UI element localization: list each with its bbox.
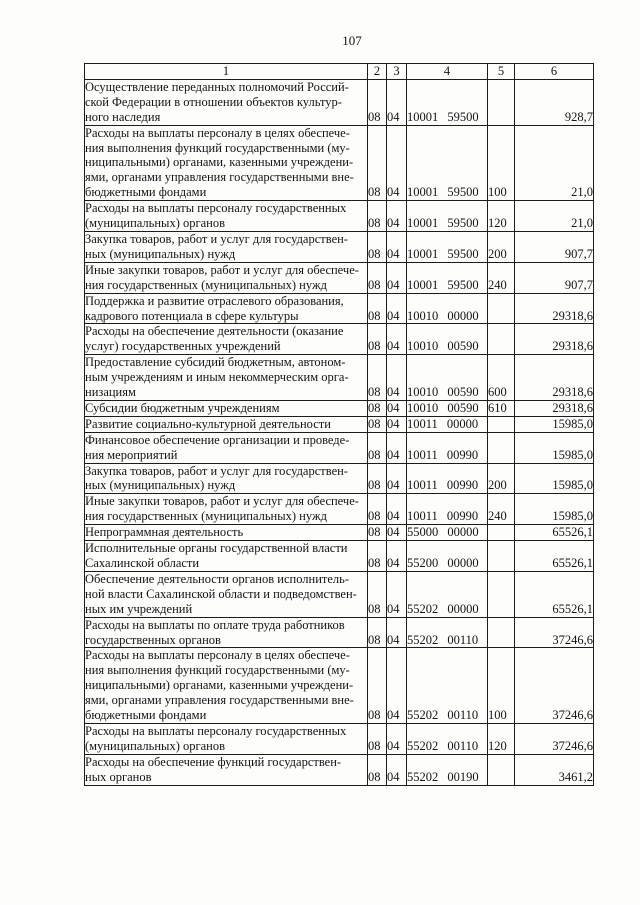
expense-type-cell: 240 [488, 494, 515, 525]
expense-type-cell [488, 324, 515, 355]
description-line: Закупка товаров, работ и услуг для государствен- [85, 463, 348, 478]
description-line: низациям [85, 385, 136, 400]
subsection-code-cell: 04 [387, 754, 407, 785]
section-code-cell: 08 [368, 125, 387, 201]
description-cell [85, 201, 368, 232]
expense-type-cell: 100 [488, 125, 515, 201]
subsection-code-cell: 04 [387, 201, 407, 232]
table-row [85, 463, 594, 494]
subsection-code-cell: 04 [387, 571, 407, 617]
description-cell [85, 324, 368, 355]
description-line: Обеспечение деятельности органов исполнитель- [85, 571, 350, 586]
expense-type-cell [488, 571, 515, 617]
description-cell [85, 754, 368, 785]
target-code-cell: 10001 59500 [407, 201, 488, 232]
amount-cell: 15985,0 [515, 463, 594, 494]
section-code-cell: 08 [368, 525, 387, 541]
section-code-cell: 08 [368, 541, 387, 572]
description-cell [85, 617, 368, 648]
description-line: Расходы на выплаты персоналу государственных [85, 723, 347, 738]
expense-type-cell [488, 293, 515, 324]
section-code-cell: 08 [368, 201, 387, 232]
expense-type-cell: 120 [488, 723, 515, 754]
table-row [85, 324, 594, 355]
table-row [85, 400, 594, 416]
amount-cell: 65526,1 [515, 525, 594, 541]
table-row [85, 723, 594, 754]
amount-cell: 29318,6 [515, 400, 594, 416]
table-row [85, 201, 594, 232]
description-cell [85, 355, 368, 401]
description-line: ного наследия [85, 109, 161, 124]
target-code-cell: 55202 00190 [407, 754, 488, 785]
subsection-code-cell: 04 [387, 541, 407, 572]
description-line: Субсидии бюджетным учреждениям [85, 400, 280, 415]
target-code-cell: 10010 00590 [407, 324, 488, 355]
description-line: ных органов [85, 769, 152, 784]
target-code-cell: 55202 00110 [407, 648, 488, 724]
subsection-code-cell: 04 [387, 400, 407, 416]
description-line: Расходы на выплаты персоналу в целях обеспече- [85, 648, 350, 663]
description-line: бюджетными фондами [85, 185, 207, 200]
target-code-cell: 10001 59500 [407, 125, 488, 201]
description-line: ния государственных (муниципальных) нужд [85, 509, 327, 524]
budget-table [84, 63, 594, 786]
expense-type-cell [488, 432, 515, 463]
description-line: Закупка товаров, работ и услуг для государствен- [85, 231, 348, 246]
section-code-cell: 08 [368, 262, 387, 293]
description-line: ной власти Сахалинской области и подведомствен- [85, 586, 357, 601]
header-cell-2: 2 [368, 64, 387, 80]
description-line: Предоставление субсидий бюджетным, автоном- [85, 355, 346, 370]
description-line: ных (муниципальных) нужд [85, 478, 236, 493]
table-row [85, 416, 594, 432]
section-code-cell: 08 [368, 571, 387, 617]
section-code-cell: 08 [368, 494, 387, 525]
description-line: ния мероприятий [85, 447, 178, 462]
description-line: (муниципальных) органов [85, 738, 226, 753]
subsection-code-cell: 04 [387, 324, 407, 355]
expense-type-cell [488, 416, 515, 432]
description-cell [85, 463, 368, 494]
subsection-code-cell: 04 [387, 432, 407, 463]
amount-cell: 3461,2 [515, 754, 594, 785]
amount-cell: 37246,6 [515, 617, 594, 648]
table-row [85, 355, 594, 401]
description-line: Непрограммная деятельность [85, 525, 244, 540]
table-row [85, 525, 594, 541]
description-cell [85, 525, 368, 541]
description-line: Расходы на выплаты по оплате труда работников [85, 617, 345, 632]
table-header [85, 64, 594, 80]
amount-cell: 37246,6 [515, 723, 594, 754]
description-line: Расходы на выплаты персоналу государственных [85, 201, 347, 216]
description-line: Развитие социально-культурной деятельности [85, 416, 331, 431]
description-line: ями, органами управления государственными вне- [85, 693, 354, 708]
description-line: ями, органами управления государственными вне- [85, 170, 354, 185]
header-cell-1: 1 [85, 64, 368, 80]
page-number: 107 [342, 33, 362, 48]
description-line: кадрового потенциала в сфере культуры [85, 308, 299, 323]
subsection-code-cell: 04 [387, 262, 407, 293]
section-code-cell: 08 [368, 355, 387, 401]
table-row [85, 79, 594, 125]
subsection-code-cell: 04 [387, 79, 407, 125]
target-code-cell: 10001 59500 [407, 231, 488, 262]
target-code-cell: 55202 00110 [407, 723, 488, 754]
description-line: ния выполнения функций государственными (му- [85, 663, 350, 678]
description-cell [85, 571, 368, 617]
table-row [85, 754, 594, 785]
description-cell [85, 494, 368, 525]
expense-type-cell [488, 617, 515, 648]
amount-cell: 907,7 [515, 262, 594, 293]
description-cell [85, 79, 368, 125]
description-line: Расходы на обеспечение деятельности (оказание [85, 324, 344, 339]
subsection-code-cell: 04 [387, 723, 407, 754]
description-cell [85, 432, 368, 463]
subsection-code-cell: 04 [387, 355, 407, 401]
target-code-cell: 10011 00990 [407, 432, 488, 463]
section-code-cell: 08 [368, 463, 387, 494]
table-body [85, 79, 594, 785]
description-line: ниципальными) органами, казенными учреждени- [85, 678, 354, 693]
section-code-cell: 08 [368, 723, 387, 754]
expense-type-cell: 200 [488, 463, 515, 494]
description-line: Расходы на выплаты персоналу в целях обеспече- [85, 125, 350, 140]
description-line: (муниципальных) органов [85, 216, 226, 231]
subsection-code-cell: 04 [387, 494, 407, 525]
description-line: ниципальными) органами, казенными учреждени- [85, 155, 354, 170]
table-row [85, 432, 594, 463]
amount-cell: 65526,1 [515, 571, 594, 617]
subsection-code-cell: 04 [387, 617, 407, 648]
section-code-cell: 08 [368, 79, 387, 125]
description-cell [85, 231, 368, 262]
table-row [85, 293, 594, 324]
description-line: Исполнительные органы государственной власти [85, 541, 348, 556]
subsection-code-cell: 04 [387, 231, 407, 262]
expense-type-cell: 100 [488, 648, 515, 724]
expense-type-cell: 610 [488, 400, 515, 416]
section-code-cell: 08 [368, 231, 387, 262]
section-code-cell: 08 [368, 293, 387, 324]
section-code-cell: 08 [368, 416, 387, 432]
description-line: ния выполнения функций государственными (му- [85, 140, 350, 155]
amount-cell: 907,7 [515, 231, 594, 262]
description-cell [85, 723, 368, 754]
amount-cell: 15985,0 [515, 494, 594, 525]
table-row [85, 494, 594, 525]
description-line: ния государственных (муниципальных) нужд [85, 277, 327, 292]
section-code-cell: 08 [368, 400, 387, 416]
expense-type-cell: 240 [488, 262, 515, 293]
table-row [85, 262, 594, 293]
description-line: Поддержка и развитие отраслевого образования, [85, 293, 344, 308]
header-cell-6: 6 [515, 64, 594, 80]
header-cell-3: 3 [387, 64, 407, 80]
table-row [85, 571, 594, 617]
section-code-cell: 08 [368, 648, 387, 724]
description-line: ных им учреждений [85, 601, 193, 616]
description-line: Иные закупки товаров, работ и услуг для обеспече- [85, 494, 359, 509]
amount-cell: 37246,6 [515, 648, 594, 724]
description-line: ным учреждениям и иным некоммерческим орга- [85, 370, 349, 385]
description-cell [85, 416, 368, 432]
target-code-cell: 10011 00000 [407, 416, 488, 432]
description-cell [85, 293, 368, 324]
target-code-cell: 55200 00000 [407, 541, 488, 572]
table-row [85, 125, 594, 201]
description-cell [85, 400, 368, 416]
amount-cell: 29318,6 [515, 324, 594, 355]
description-line: ской Федерации в отношении объектов культур- [85, 94, 342, 109]
subsection-code-cell: 04 [387, 416, 407, 432]
description-line: Иные закупки товаров, работ и услуг для обеспече- [85, 262, 359, 277]
subsection-code-cell: 04 [387, 293, 407, 324]
description-cell [85, 648, 368, 724]
description-cell [85, 125, 368, 201]
target-code-cell: 10011 00990 [407, 463, 488, 494]
description-line: бюджетными фондами [85, 708, 207, 723]
description-line: ных (муниципальных) нужд [85, 246, 236, 261]
header-row [85, 64, 594, 80]
section-code-cell: 08 [368, 754, 387, 785]
target-code-cell: 10001 59500 [407, 262, 488, 293]
amount-cell: 65526,1 [515, 541, 594, 572]
expense-type-cell: 600 [488, 355, 515, 401]
description-line: услуг) государственных учреждений [85, 339, 281, 354]
expense-type-cell [488, 525, 515, 541]
target-code-cell: 10010 00590 [407, 400, 488, 416]
description-cell [85, 262, 368, 293]
table-row [85, 231, 594, 262]
description-line: Расходы на обеспечение функций государствен- [85, 754, 342, 769]
table-row [85, 648, 594, 724]
section-code-cell: 08 [368, 432, 387, 463]
expense-type-cell: 200 [488, 231, 515, 262]
expense-type-cell: 120 [488, 201, 515, 232]
description-line: Сахалинской области [85, 556, 200, 570]
table-row [85, 617, 594, 648]
amount-cell: 21,0 [515, 201, 594, 232]
target-code-cell: 10010 00000 [407, 293, 488, 324]
target-code-cell: 55202 00000 [407, 571, 488, 617]
table-row [85, 541, 594, 572]
expense-type-cell [488, 541, 515, 572]
amount-cell: 29318,6 [515, 293, 594, 324]
subsection-code-cell: 04 [387, 525, 407, 541]
target-code-cell: 55202 00110 [407, 617, 488, 648]
header-cell-4: 4 [407, 64, 488, 80]
target-code-cell: 10011 00990 [407, 494, 488, 525]
subsection-code-cell: 04 [387, 125, 407, 201]
amount-cell: 29318,6 [515, 355, 594, 401]
expense-type-cell [488, 79, 515, 125]
amount-cell: 15985,0 [515, 432, 594, 463]
description-line: Финансовое обеспечение организации и проведе- [85, 432, 350, 447]
section-code-cell: 08 [368, 324, 387, 355]
description-line: Осуществление переданных полномочий Россий- [85, 79, 349, 94]
description-cell [85, 541, 368, 572]
description-line: государственных органов [85, 632, 221, 647]
target-code-cell: 10001 59500 [407, 79, 488, 125]
target-code-cell: 10010 00590 [407, 355, 488, 401]
section-code-cell: 08 [368, 617, 387, 648]
target-code-cell: 55000 00000 [407, 525, 488, 541]
amount-cell: 928,7 [515, 79, 594, 125]
amount-cell: 15985,0 [515, 416, 594, 432]
subsection-code-cell: 04 [387, 648, 407, 724]
header-cell-5: 5 [488, 64, 515, 80]
subsection-code-cell: 04 [387, 463, 407, 494]
amount-cell: 21,0 [515, 125, 594, 201]
expense-type-cell [488, 754, 515, 785]
